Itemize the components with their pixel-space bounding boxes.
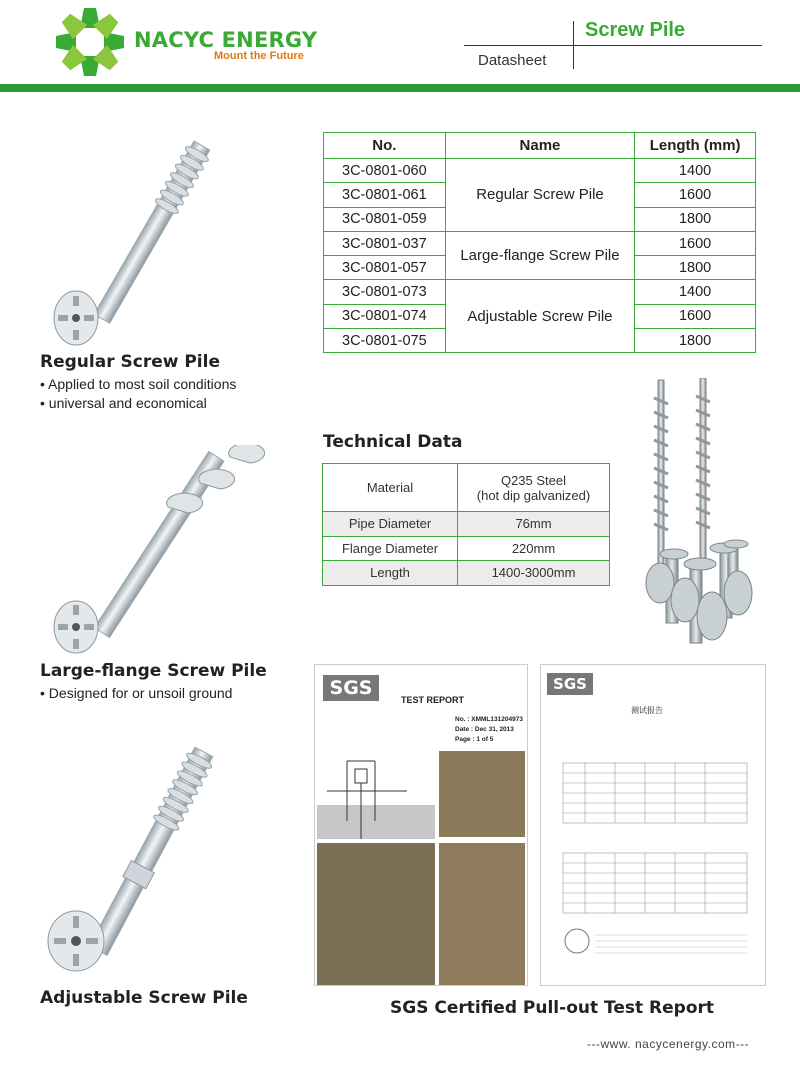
table-row [323,536,610,561]
cell-length: 1800 [635,256,756,280]
cell-length: 1600 [635,231,756,255]
cell-key: Pipe Diameter [323,512,458,537]
table-row [323,464,610,512]
cell-length: 1400 [635,159,756,183]
column-header-no: No. [324,133,446,159]
cell-value: 220mm [458,536,610,561]
test-photo [439,751,525,837]
cell-no: 3C-0801-059 [324,207,446,231]
sgs-logo: SGS [323,675,379,701]
bullet: • Designed for or unsoil ground [40,684,232,703]
header-divider [464,45,762,46]
report-page-value: 1 of 5 [476,736,494,743]
cell-name: Regular Screw Pile [445,159,635,232]
regular-screw-pile-image [40,132,250,347]
website-link[interactable]: ---www. nacycenergy.com--- [587,1037,750,1051]
cell-value [458,464,610,512]
cell-length: 1400 [635,280,756,304]
report-no-value: XMML131204973 [471,716,523,723]
report-page-label: Page : [455,736,475,743]
bullet: • Applied to most soil conditions [40,375,236,394]
table-row [324,280,756,304]
report-heading: TEST REPORT [401,695,465,705]
product-label-adjustable: Adjustable Screw Pile [40,988,248,1008]
cell-length: 1800 [635,207,756,231]
adjustable-screw-pile-image [44,738,254,973]
technical-data-table [322,463,610,586]
product-label-large-flange: Large-flange Screw Pile [40,661,267,681]
test-photo [439,843,525,985]
test-diagram [317,751,435,839]
cell-length: 1600 [635,304,756,328]
report-data-tables [555,743,755,973]
report-page [455,735,523,745]
cell-name: Adjustable Screw Pile [445,280,635,353]
cell-key: Material [323,464,458,512]
report-caption: SGS Certified Pull-out Test Report [390,998,715,1018]
cell-no: 3C-0801-074 [324,304,446,328]
column-header-length: Length (mm) [635,133,756,159]
header-green-bar [0,84,800,92]
nacyc-logo [54,6,126,78]
report-cn-title: 测试报告 [631,706,663,715]
cell-no: 3C-0801-037 [324,231,446,255]
cell-no: 3C-0801-061 [324,183,446,207]
column-header-name: Name [445,133,635,159]
cell-value: 76mm [458,512,610,537]
brand-name: NACYC ENERGY [134,28,318,52]
product-table [323,132,756,353]
large-flange-screw-pile-image [50,445,265,655]
cell-key: Length [323,561,458,586]
sgs-test-report-page1 [314,664,528,986]
cell-no: 3C-0801-073 [324,280,446,304]
product-bullets-regular [40,375,236,413]
report-meta [455,715,523,745]
table-header-row [324,133,756,159]
cell-name: Large-flange Screw Pile [445,231,635,280]
report-date [455,725,523,735]
galvanized-piles-photo [640,378,760,650]
technical-data-title: Technical Data [323,432,463,452]
table-row [323,561,610,586]
cell-value-line: (hot dip galvanized) [476,487,591,503]
report-no [455,715,523,725]
cell-length: 1800 [635,329,756,353]
cell-no: 3C-0801-060 [324,159,446,183]
report-no-label: No. : [455,716,470,723]
cell-length: 1600 [635,183,756,207]
test-photo [317,843,435,985]
cell-value: 1400-3000mm [458,561,610,586]
cell-no: 3C-0801-057 [324,256,446,280]
table-row [324,159,756,183]
brand-slogan: Mount the Future [214,50,304,62]
header-vertical-divider [573,21,574,69]
table-row [324,231,756,255]
sgs-logo: SGS [547,673,593,695]
cell-key: Flange Diameter [323,536,458,561]
table-row [323,512,610,537]
document-type: Datasheet [478,52,547,69]
cell-no: 3C-0801-075 [324,329,446,353]
bullet: • universal and economical [40,394,236,413]
report-date-label: Date : [455,726,474,733]
product-bullets-large-flange [40,684,232,703]
document-title: Screw Pile [585,19,686,41]
product-label-regular: Regular Screw Pile [40,352,220,372]
report-date-value: Dec 31, 2013 [474,726,514,733]
sgs-test-report-page2 [540,664,766,986]
cell-value-line: Q235 Steel [500,472,567,488]
